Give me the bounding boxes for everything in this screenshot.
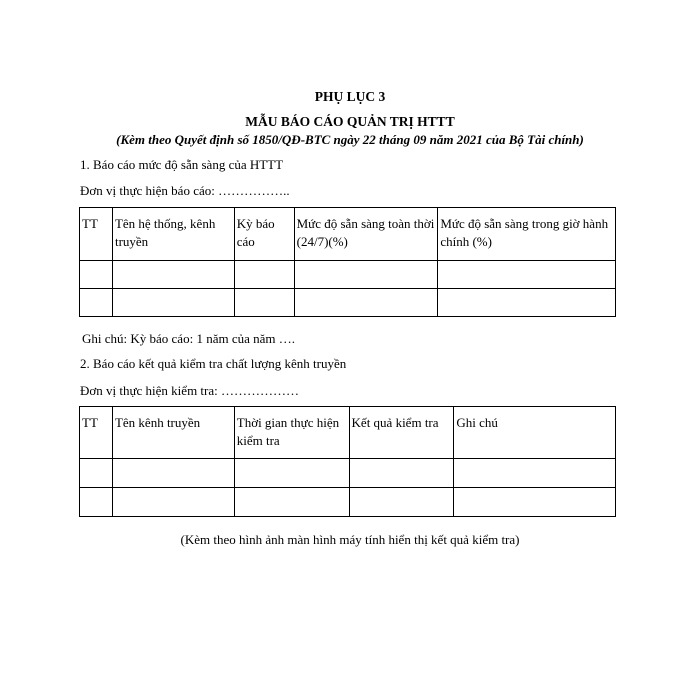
section2-unit-line: Đơn vị thực hiện kiểm tra: ……………… xyxy=(80,383,300,398)
table-row xyxy=(80,459,616,488)
column-header: Mức độ sẵn sàng trong giờ hành chính (%) xyxy=(438,208,616,261)
decision-reference: (Kèm theo Quyết định số 1850/QĐ-BTC ngày 22 tháng 09 năm 2021 của Bộ Tài chính) xyxy=(116,132,584,147)
table-cell xyxy=(80,289,113,317)
table-cell xyxy=(234,459,349,488)
column-header: Thời gian thực hiện kiểm tra xyxy=(234,407,349,459)
table-cell xyxy=(294,289,438,317)
table-cell xyxy=(112,289,234,317)
availability-table xyxy=(79,207,616,317)
report-template-title: MẪU BÁO CÁO QUẢN TRỊ HTTT xyxy=(245,114,455,129)
column-header: Tên kênh truyền xyxy=(112,407,234,459)
table-cell xyxy=(80,459,113,488)
table-cell xyxy=(438,289,616,317)
column-header: Mức độ sẵn sàng toàn thời (24/7)(%) xyxy=(294,208,438,261)
table-cell xyxy=(438,261,616,289)
column-header: Tên hệ thống, kênh truyền xyxy=(112,208,234,261)
table-cell xyxy=(234,261,294,289)
table-row xyxy=(80,488,616,517)
table-header-row xyxy=(80,407,616,459)
section1-heading: 1. Báo cáo mức độ sẵn sàng của HTTT xyxy=(80,157,284,172)
table-cell xyxy=(349,488,454,517)
appendix-title: PHỤ LỤC 3 xyxy=(314,89,386,104)
table-cell xyxy=(454,459,616,488)
column-header: TT xyxy=(80,407,113,459)
channel-quality-table xyxy=(79,406,616,517)
column-header: Kết quả kiểm tra xyxy=(349,407,454,459)
table-cell xyxy=(454,488,616,517)
table-row xyxy=(80,289,616,317)
table-cell xyxy=(80,261,113,289)
table-cell xyxy=(112,261,234,289)
table-cell xyxy=(112,459,234,488)
table-cell xyxy=(234,488,349,517)
table-cell xyxy=(112,488,234,517)
section1-unit-line: Đơn vị thực hiện báo cáo: …………….. xyxy=(80,183,290,198)
column-header: Kỳ báo cáo xyxy=(234,208,294,261)
table-cell xyxy=(349,459,454,488)
footer-note: (Kèm theo hình ảnh màn hình máy tính hiển thị kết quả kiểm tra) xyxy=(180,532,520,547)
table-row xyxy=(80,261,616,289)
table-cell xyxy=(294,261,438,289)
table-header-row xyxy=(80,208,616,261)
table-cell xyxy=(80,488,113,517)
section2-heading: 2. Báo cáo kết quả kiểm tra chất lượng kênh truyền xyxy=(80,356,347,371)
table-cell xyxy=(234,289,294,317)
column-header: Ghi chú xyxy=(454,407,616,459)
column-header: TT xyxy=(80,208,113,261)
section1-note: Ghi chú: Kỳ báo cáo: 1 năm của năm …. xyxy=(82,331,295,346)
